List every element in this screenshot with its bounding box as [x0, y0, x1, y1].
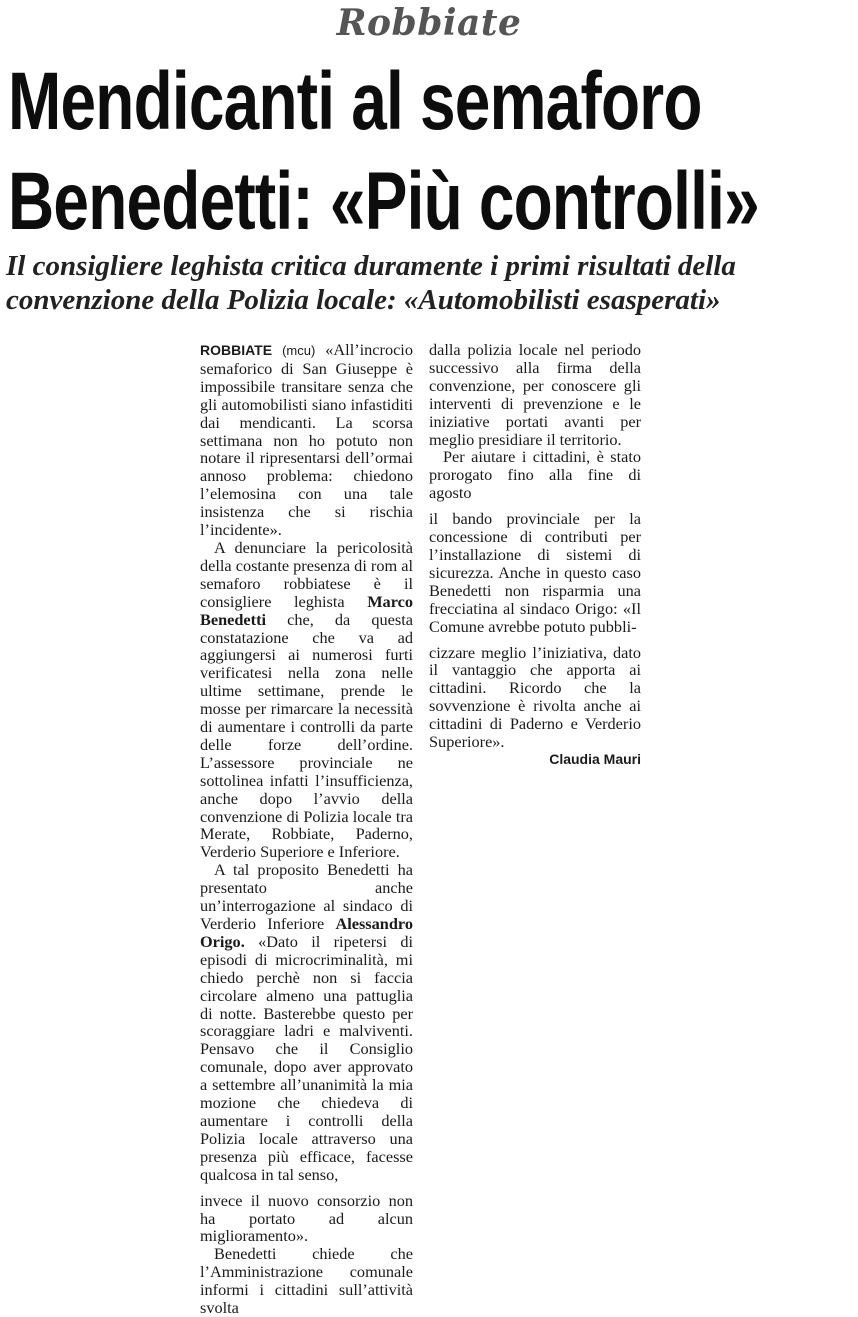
article-column-1: [200, 341, 413, 1317]
subheadline: [6, 249, 856, 317]
person-name: Marco Benedetti: [200, 591, 413, 629]
paragraph-text: che, da questa constatazione che va ad aggiungersi ai numerosi furti verificatesi nella zona nelle ultime settimane, prende le mosse per rimarcare la necessità di aumentare i controlli da parte delle forze dell’ordine. L’assessore provinciale ne sottolinea infatti l’insufficienza, anche dopo l’avvio della convenzione di Polizia locale tra Merate, Robbiate, Paderno, Verderio Superiore e Inferiore.: [200, 609, 413, 862]
article-paragraph: [200, 539, 413, 861]
dateline: ROBBIATE: [200, 342, 273, 358]
paragraph-text: A tal proposito Benedetti ha presentato anche un’interrogazione al sindaco di Verderio Inferiore: [200, 860, 413, 933]
byline-initials: (mcu): [282, 343, 316, 358]
paragraph-text: «All’incrocio semaforico di San Giuseppe è impossibile transitare senza che gli automobilisti siano infastiditi dai mendicanti. La scorsa settimana non ho potuto non notare il ripresentarsi dell’ormai annoso problema: chiedono l’elemosina con una tale insistenza che si rischia l’incidente».: [200, 340, 413, 540]
paragraph-text: «Dato il ripetersi di episodi di microcriminalità, mi chiedo perchè non si faccia circolare almeno una pattuglia di notte. Basterebbe questo per scoraggiare ladri e malviventi. Pensavo che il Consiglio comunale, dopo aver approvato a settembre all’unanimità la mia mozione che chiedeva di aumentare i controlli della Polizia locale attraverso una presenza più efficace, facesse qualcosa in tal senso,: [200, 931, 413, 1184]
article-paragraph: dalla polizia locale nel periodo successivo alla firma della convenzione, per conoscere gli interventi di prevenzione e le iniziative portati avanti per meglio presidiare il territorio.: [429, 340, 641, 449]
article-paragraph: cizzare meglio l’iniziativa, dato il vantaggio che apporta ai cittadini. Ricordo che la sovvenzione è rivolta anche ai cittadini di Paderno e Verderio Superiore».: [429, 642, 641, 752]
section-kicker: Robbiate: [336, 2, 522, 44]
subheadline-line-2: convenzione della Polizia locale: «Automobilisti esasperati»: [6, 284, 721, 316]
headline: [8, 52, 759, 252]
article-paragraph: [200, 341, 413, 539]
article-paragraph: invece il nuovo consorzio non ha portato ad alcun miglioramento».: [200, 1190, 413, 1246]
headline-line-1: Mendicanti al semaforo: [8, 56, 702, 147]
person-name: Alessandro Origo.: [200, 914, 413, 951]
article-paragraph: il bando provinciale per la concessione di contributi per l’installazione di sistemi di sicurezza. Anche in questo caso Benedetti non risparmia una frecciatina al sindaco Origo: «Il Comune avrebbe potuto pubbli-: [429, 509, 641, 636]
subheadline-line-1: Il consigliere leghista critica duramente i primi risultati della: [6, 250, 736, 282]
article-paragraph: Per aiutare i cittadini, è stato prorogato fino alla fine di agosto: [429, 447, 641, 503]
headline-line-2: Benedetti: «Più controlli»: [8, 156, 759, 247]
author-signature: Claudia Mauri: [549, 750, 641, 767]
article-column-2: [429, 341, 641, 769]
paragraph-text: A denunciare la pericolosità della costante presenza di rom al semaforo robbiatese è il consigliere leghista: [200, 537, 413, 611]
article-paragraph: Benedetti chiede che l’Amministrazione comunale informi i cittadini sull’attività svolta: [200, 1244, 413, 1317]
article-paragraph: [200, 861, 413, 1183]
